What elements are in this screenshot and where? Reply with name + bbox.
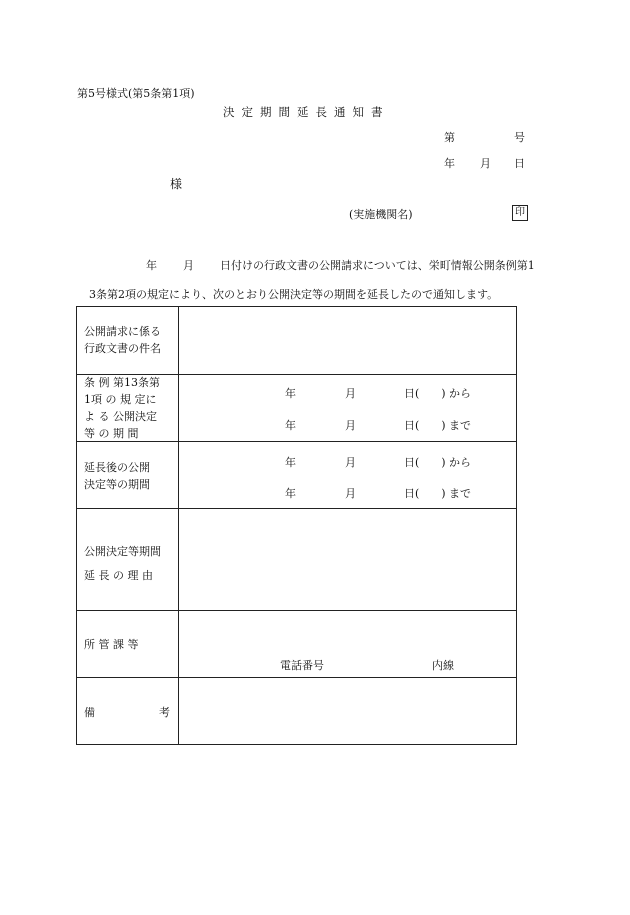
body-line-1-text: 日付けの行政文書の公開請求については、栄町情報公開条例第1	[220, 259, 535, 272]
phone-number-label: 電話番号	[280, 659, 324, 672]
remarks-char: 備	[84, 706, 95, 719]
issue-date-day: 日	[514, 157, 525, 170]
document-number-prefix: 第	[444, 131, 455, 144]
period-original-from-month: 月	[345, 387, 356, 400]
table-column-divider	[178, 307, 179, 744]
table-row-divider	[77, 610, 516, 611]
period-extended-to-day: 日( )	[404, 487, 446, 500]
period-original-to-month: 月	[345, 419, 356, 432]
seal-stamp: 印	[512, 205, 528, 221]
period-original-from-day: 日( )	[404, 387, 446, 400]
label-remarks	[84, 704, 170, 721]
label-original-period: 条 例 第13条第 1項 の 規 定に よ る 公開決定 等 の 期 間	[84, 376, 160, 440]
period-extended-from-day: 日( )	[404, 456, 446, 469]
period-original-to-year: 年	[285, 419, 296, 432]
period-extended-from-label: から	[449, 456, 471, 469]
label-document-subject: 公開請求に係る 行政文書の件名	[84, 325, 161, 355]
period-extended-from-month: 月	[345, 456, 356, 469]
body-year: 年	[146, 259, 157, 272]
body-month: 月	[183, 259, 194, 272]
body-line-1	[146, 257, 535, 273]
period-original-from-label: から	[449, 387, 471, 400]
label-extended-period: 延長後の公開 決定等の期間	[84, 461, 150, 491]
extension-label: 内線	[432, 659, 454, 672]
issue-date-year: 年	[444, 157, 455, 170]
period-original-from-year: 年	[285, 387, 296, 400]
issue-date-month: 月	[480, 157, 491, 170]
agency-name-label: (実施機関名)	[349, 208, 413, 221]
addressee-honorific: 様	[170, 177, 183, 191]
document-number-suffix: 号	[514, 131, 525, 144]
period-original-to-label: まで	[449, 419, 471, 432]
document-title: 決定期間延長通知書	[223, 105, 390, 119]
extension-notice-table	[76, 306, 517, 745]
body-line-2: 3条第2項の規定により、次のとおり公開決定等の期間を延長したので通知します。	[89, 288, 499, 301]
form-number: 第5号様式(第5条第1項)	[77, 87, 195, 100]
period-extended-to-month: 月	[345, 487, 356, 500]
table-row-divider	[77, 508, 516, 509]
remarks-char: 考	[159, 706, 170, 719]
label-responsible-section: 所 管 課 等	[84, 638, 139, 651]
period-extended-to-year: 年	[285, 487, 296, 500]
period-extended-from-year: 年	[285, 456, 296, 469]
period-extended-to-label: まで	[449, 487, 471, 500]
label-extension-reason: 公開決定等期間 延 長 の 理 由	[84, 545, 161, 582]
period-original-to-day: 日( )	[404, 419, 446, 432]
table-row-divider	[77, 677, 516, 678]
